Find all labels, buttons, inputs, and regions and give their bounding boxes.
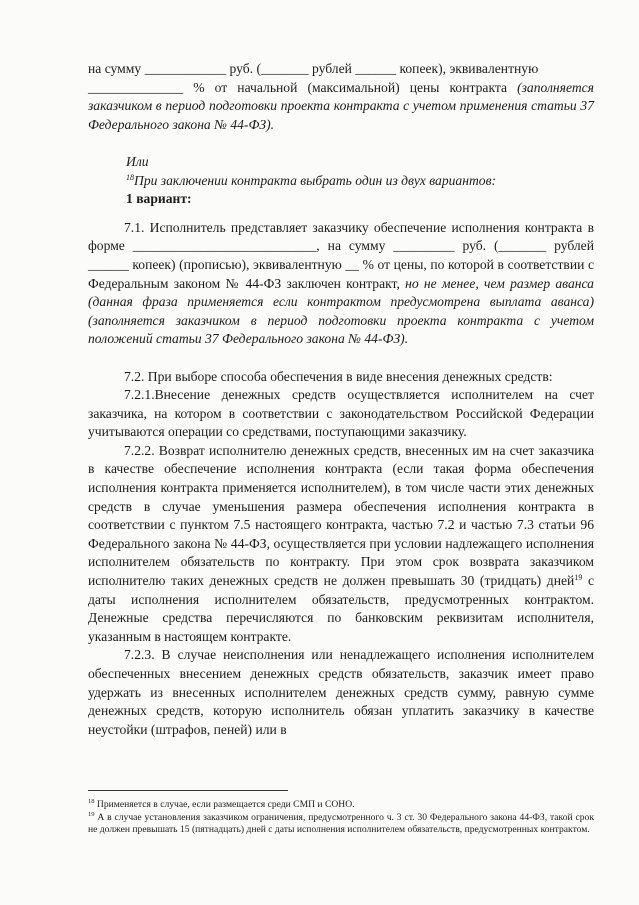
footnote-19-number: 19 xyxy=(88,810,95,818)
clause-7-2-1: 7.2.1.Внесение денежных средств осуществляется исполнителем на счет заказчика, на котором в соответствии с законодательством Российской Федерации учитываются операции со средствами, поступающими заказчику. xyxy=(88,387,594,440)
intro-plain-text: ______________ % от начальной (максимальной) цены контракта xyxy=(88,79,518,95)
footnote-ref-18: 18 xyxy=(126,172,134,182)
clause-7-2-2 xyxy=(88,442,594,647)
intro-line-1: на сумму ____________ руб. (_______ рублей ______ копеек), эквивалентную xyxy=(88,61,539,76)
footnote-ref-19: 19 xyxy=(574,573,583,583)
document-body xyxy=(88,60,594,739)
footnote-19-text: А в случае установления заказчиком ограничения, предусмотренного ч. 3 ст. 30 Федерального закона 44-ФЗ, такой срок не должен превышать 15 (пятнадцать) дней с даты исполнения исполнителем обязательств, предусмотренных контрактом. xyxy=(88,811,594,836)
footnote-divider xyxy=(88,790,288,791)
or-label: Или xyxy=(126,153,149,169)
clause-7-1-italic-note: но не менее, чем размер аванса (данная фраза применяется если контрактом предусмотрена выплата аванса) (заполняется заказчиком в период подготовки проекта контракта с учетом положений статьи 37 Федерального закона № 44-ФЗ). xyxy=(88,275,594,347)
choose-variant-text: При заключении контракта выбрать один из двух вариантов: xyxy=(134,172,496,188)
footnote-18-text: Применяется в случае, если размещается среди СМП и СОНО. xyxy=(94,799,355,810)
clause-7-1-text: 7.1. Исполнитель представляет заказчику обеспечение исполнения контракта в форме ___________________________, на сумму _________ руб. (_______ рублей ______ копеек) (прописью), эквивалентную __ % от цены, по которой в соответствии с Федеральным законом № 44-ФЗ заключен контракт, xyxy=(88,219,594,291)
footnotes xyxy=(88,790,594,837)
clause-7-1 xyxy=(88,219,594,349)
clause-7-2-3: 7.2.3. В случае неисполнения или ненадлежащего исполнения исполнителем обеспеченных внесением денежных средств обязательств, заказчик имеет право удержать из внесенных исполнителем денежных средств сумму, равную сумме денежных средств, которую исполнитель обязан уплатить заказчику в качестве неустойки (штрафов, пеней) или в xyxy=(88,647,594,737)
clause-7-2-2-text-b: с даты исполнения исполнителем обязательств, предусмотренных контрактом. Денежные средства перечисляются по банковским реквизитам исполнителя, указанным в настоящем контракте. xyxy=(88,573,594,644)
footnote-18 xyxy=(88,799,594,812)
intro-paragraph xyxy=(88,79,594,135)
choose-variant-note xyxy=(88,172,594,191)
variant-title: 1 вариант: xyxy=(126,191,192,207)
intro-italic-note: (заполняется заказчиком в период подготовки проекта контракта с учетом применения статьи 37 Федерального закона № 44-ФЗ). xyxy=(88,79,594,132)
footnote-19 xyxy=(88,812,594,837)
footnote-18-number: 18 xyxy=(88,798,95,805)
clause-7-2-2-text-a: 7.2.2. Возврат исполнителю денежных средств, внесенных им на счет заказчика в качестве обеспечение исполнения контракта (если такая форма обеспечения исполнения контракта применяется исполнителем), в том числе части этих денежных средств в случае уменьшения размера обеспечения исполнения контракта в соответствии с пунктом 7.5 настоящего контракта, частью 7.2 и частью 7.3 статьи 96 Федерального закона № 44-ФЗ, осуществляется при условии надлежащего исполнения исполнителем обязательств по контракту. При этом срок возврата заказчиком исполнителю таких денежных средств не должен превышать 30 (тридцать) дней xyxy=(88,442,594,589)
clause-7-2: 7.2. При выборе способа обеспечения в виде внесения денежных средств: xyxy=(124,368,553,384)
